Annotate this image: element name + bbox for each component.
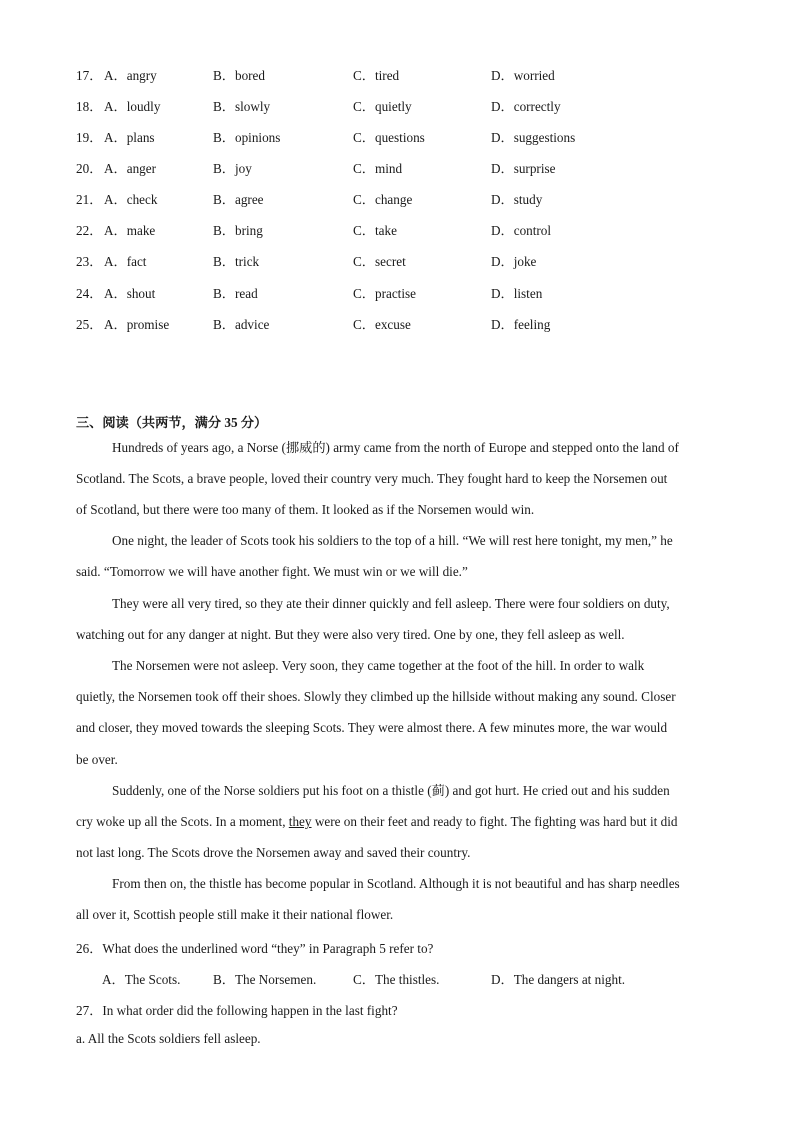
option-row (76, 314, 736, 334)
option-d: D．listen (491, 286, 543, 301)
option-row (76, 220, 736, 240)
passage-paragraph-1 (76, 432, 718, 526)
question-number: 19． (76, 130, 103, 145)
passage-line: not last long. The Scots drove the Norsemen away and saved their country. (76, 845, 471, 861)
option-d: D．control (491, 223, 552, 238)
passage-line: Scotland. The Scots, a brave people, loved their country very much. They fought hard to keep the Norsemen out (76, 471, 668, 487)
question-number: 20． (76, 161, 103, 176)
option-d: D．worried (491, 68, 555, 83)
option-c: C．take (353, 223, 397, 238)
option-b: B．opinions (213, 130, 281, 145)
question-26-option-c: C．The thistles. (353, 972, 440, 987)
passage-line: and closer, they moved towards the sleeping Scots. They were almost there. A few minutes more, the war would (76, 720, 668, 736)
option-a: A．anger (104, 161, 156, 176)
option-a: A．check (104, 192, 158, 207)
option-c: C．tired (353, 68, 400, 83)
passage-line (76, 806, 718, 837)
line-text: were on their feet and ready to fight. The fighting was hard but it did (311, 814, 678, 830)
passage-paragraph-4 (76, 650, 718, 775)
option-a: A．plans (104, 130, 155, 145)
option-c: C．mind (353, 161, 403, 176)
option-b: B．trick (213, 254, 260, 269)
option-a: A．angry (104, 68, 157, 83)
option-b: B．advice (213, 317, 270, 332)
option-b: B．slowly (213, 99, 271, 114)
option-a: A．loudly (104, 99, 161, 114)
option-c: C．excuse (353, 317, 411, 332)
option-c: C．change (353, 192, 413, 207)
passage-line: of Scotland, but there were too many of them. It looked as if the Norsemen would win. (76, 502, 535, 518)
option-d: D．surprise (491, 161, 556, 176)
option-b: B．joy (213, 161, 252, 176)
passage-line: quietly, the Norsemen took off their shoes. Slowly they climbed up the hillside without making any sound. Closer (76, 689, 676, 705)
question-26-option-d: D．The dangers at night. (491, 972, 626, 987)
passage-paragraph-3 (76, 588, 718, 650)
passage-line: They were all very tired, so they ate their dinner quickly and fell asleep. There were four soldiers on duty, (112, 596, 670, 611)
option-row (76, 251, 736, 271)
passage-paragraph-5 (76, 775, 718, 869)
passage-line: all over it, Scottish people still make it their national flower. (76, 907, 394, 923)
option-b: B．bring (213, 223, 263, 238)
option-b: B．agree (213, 192, 264, 207)
option-d: D．study (491, 192, 543, 207)
passage-paragraph-2 (76, 525, 718, 587)
question-number: 23． (76, 254, 103, 269)
option-d: D．joke (491, 254, 537, 269)
option-b: B．bored (213, 68, 266, 83)
passage-line: watching out for any danger at night. But they were also very tired. One by one, they fell asleep as well. (76, 627, 625, 643)
option-row (76, 96, 736, 116)
option-c: C．questions (353, 130, 425, 145)
option-row (76, 283, 736, 303)
option-c: C．practise (353, 286, 416, 301)
passage-line: Hundreds of years ago, a Norse (挪威的) army came from the north of Europe and stepped onto the land of (112, 440, 679, 455)
passage-line: From then on, the thistle has become popular in Scotland. Although it is not beautiful and has sharp needles (112, 876, 680, 891)
option-row (76, 189, 736, 209)
option-a: A．make (104, 223, 156, 238)
option-a: A．promise (104, 317, 170, 332)
passage-line: Suddenly, one of the Norse soldiers put his foot on a thistle (蓟) and got hurt. He cried out and his sudden (112, 783, 670, 798)
option-a: A．shout (104, 286, 156, 301)
option-c: C．secret (353, 254, 406, 269)
question-number: 17． (76, 68, 103, 83)
question-27-item-a: a. All the Scots soldiers fell asleep. (76, 1031, 261, 1046)
passage-line: The Norsemen were not asleep. Very soon, they came together at the foot of the hill. In order to walk (112, 658, 645, 673)
option-row (76, 158, 736, 178)
option-row (76, 127, 736, 147)
question-number: 22． (76, 223, 103, 238)
passage-line: be over. (76, 751, 118, 767)
passage-paragraph-6 (76, 868, 718, 930)
option-a: A．fact (104, 254, 147, 269)
passage-line: One night, the leader of Scots took his soldiers to the top of a hill. “We will rest here tonight, my men,” he (112, 533, 673, 548)
option-d: D．correctly (491, 99, 561, 114)
question-number: 18． (76, 99, 103, 114)
question-26-stem: 26．What does the underlined word “they” in Paragraph 5 refer to? (76, 941, 434, 956)
line-text: cry woke up all the Scots. In a moment, (76, 814, 289, 830)
option-row (76, 65, 736, 85)
option-c: C．quietly (353, 99, 412, 114)
question-number: 21． (76, 192, 103, 207)
passage-line: said. “Tomorrow we will have another fight. We must win or we will die.” (76, 564, 468, 580)
question-number: 25． (76, 317, 103, 332)
section-heading: 三、阅读（共两节，满分 35 分） (76, 415, 268, 430)
option-b: B．read (213, 286, 258, 301)
option-d: D．suggestions (491, 130, 576, 145)
question-26-option-a: A．The Scots. (102, 972, 181, 987)
question-27-stem: 27．In what order did the following happen in the last fight? (76, 1003, 398, 1018)
option-d: D．feeling (491, 317, 551, 332)
question-26-option-b: B．The Norsemen. (213, 972, 317, 987)
underlined-word: they (288, 814, 312, 830)
question-number: 24． (76, 286, 103, 301)
